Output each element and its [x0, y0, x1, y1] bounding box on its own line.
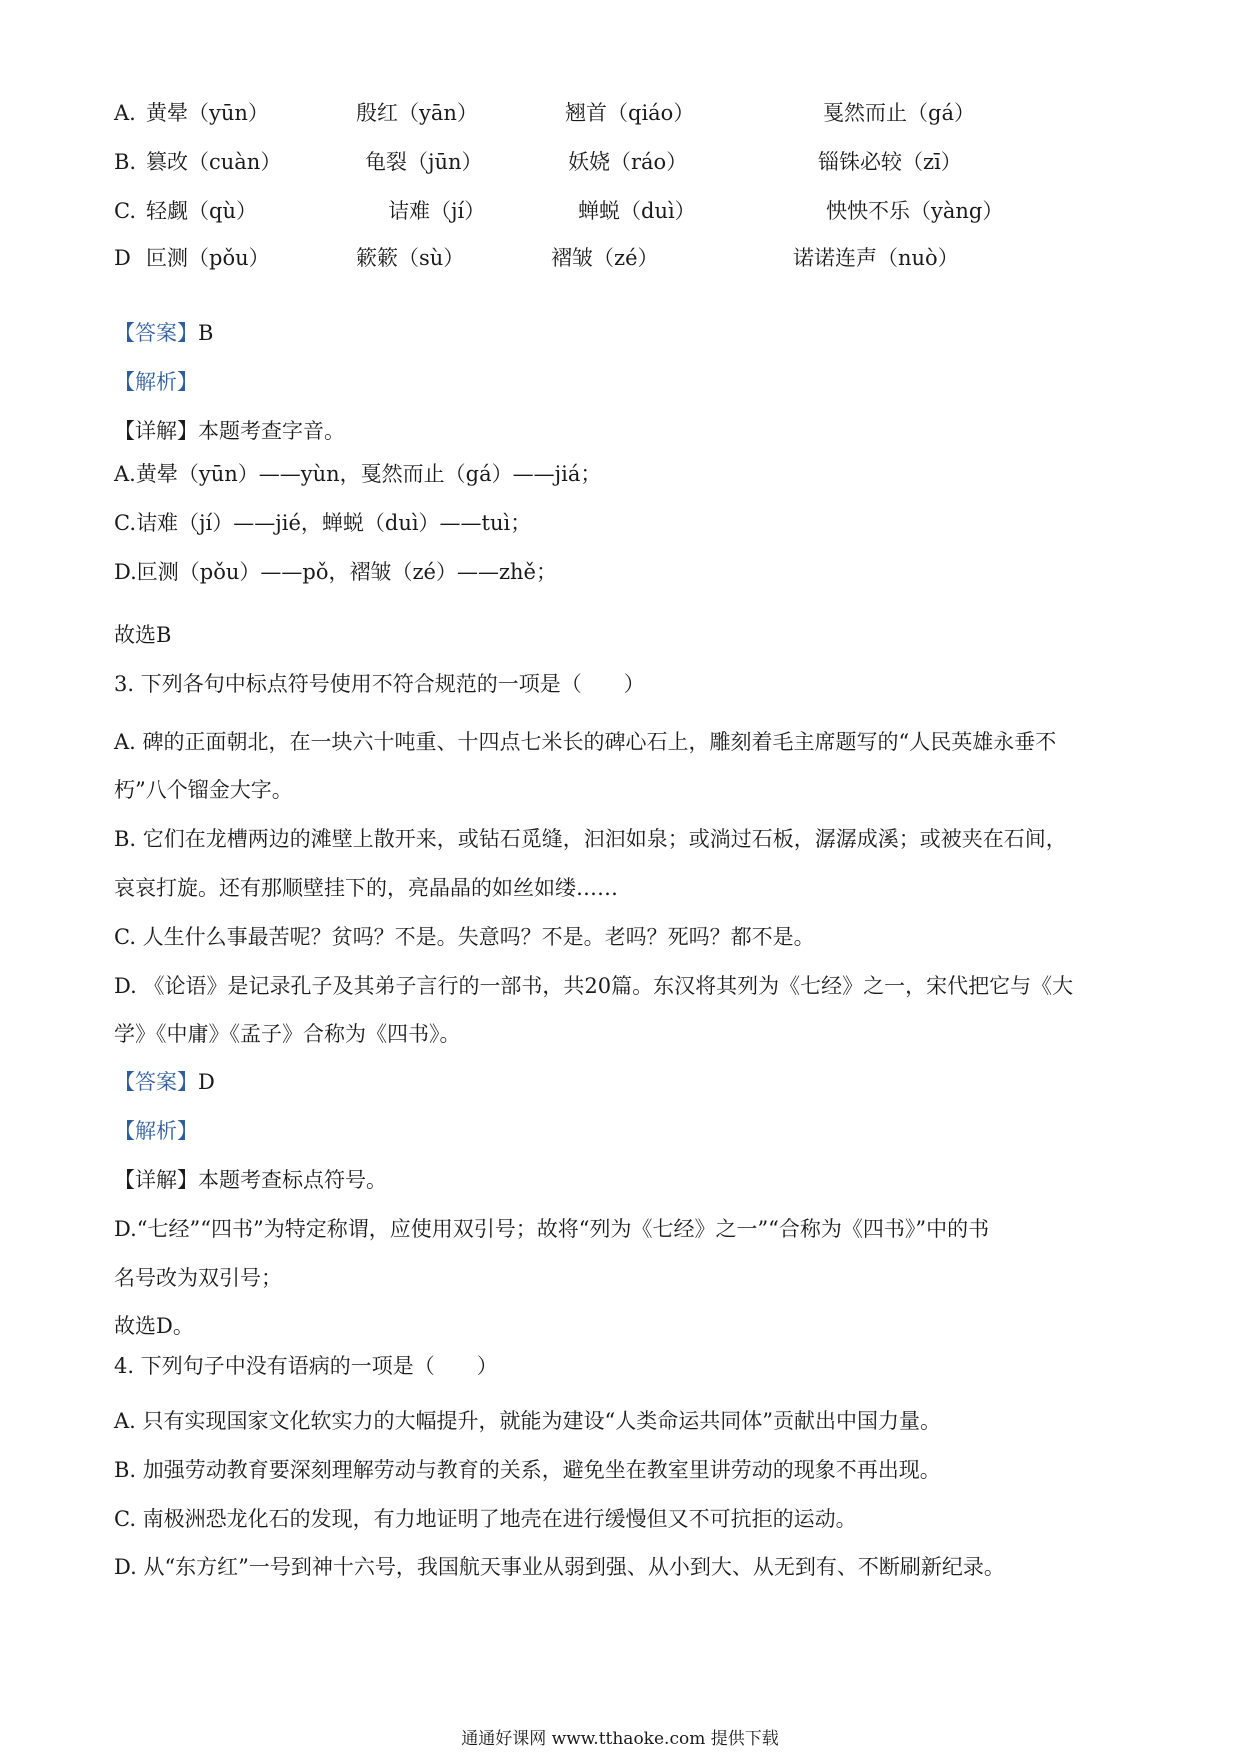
answer-value: D: [198, 1070, 215, 1094]
q3-option-b-line1: B. 它们在龙槽两边的滩壁上散开来，或钻石觅缝，汩汩如泉；或淌过石板，潺潺成溪；或被夹在石间，: [114, 827, 1067, 851]
q2-row-b-item-4: 锱铢必较（zī）: [818, 150, 962, 174]
q2-row-d-item-2: 簌簌（sù）: [356, 246, 465, 270]
q2-choice: 故选B: [114, 623, 172, 647]
q2-row-d-item-1: 叵测（pǒu）: [146, 246, 270, 270]
q3-explain-line1: D.“七经”“四书”为特定称谓，应使用双引号；故将“列为《七经》之一”“合称为《四书》”中的书: [114, 1217, 990, 1241]
q2-row-d-item-3: 褶皱（zé）: [551, 246, 659, 270]
q3-detail: 【详解】本题考查标点符号。: [114, 1168, 387, 1192]
q3-analysis-tag: 【解析】: [114, 1119, 198, 1143]
q3-option-d-line1: D. 《论语》是记录孔子及其弟子言行的一部书，共20篇。东汉将其列为《七经》之一，宋代把它与《大: [114, 974, 1074, 998]
q2-row-d-item-4: 诺诺连声（nuò）: [793, 246, 959, 270]
q2-row-d-letter: D: [114, 246, 131, 270]
q4-option-c: C. 南极洲恐龙化石的发现，有力地证明了地壳在进行缓慢但又不可抗拒的运动。: [114, 1507, 857, 1531]
q2-row-c-letter: C.: [114, 199, 136, 223]
q4-question: 4. 下列句子中没有语病的一项是（ ）: [114, 1354, 498, 1378]
answer-tag: 【答案】: [114, 1070, 198, 1094]
q2-row-b-item-2: 龟裂（jūn）: [365, 150, 483, 174]
q2-row-a-item-2: 殷红（yān）: [356, 101, 478, 125]
q2-row-a-item-3: 翘首（qiáo）: [565, 101, 695, 125]
q4-option-d: D. 从“东方红”一号到神十六号，我国航天事业从弱到强、从小到大、从无到有、不断刷新纪录。: [114, 1555, 1005, 1579]
q3-explain-line2: 名号改为双引号；: [114, 1266, 282, 1290]
q3-option-a-line2: 朽”八个镏金大字。: [114, 778, 293, 802]
q3-choice: 故选D。: [114, 1314, 194, 1338]
answer-tag: 【答案】: [114, 321, 198, 345]
q2-row-b-letter: B.: [114, 150, 137, 174]
q2-row-c-item-4: 怏怏不乐（yàng）: [826, 199, 1004, 223]
q2-row-a-letter: A.: [114, 101, 136, 125]
q2-explain-a: A.黄晕（yūn）——yùn，戛然而止（gá）——jiá；: [114, 462, 602, 486]
q2-explain-d: D.叵测（pǒu）——pǒ，褶皱（zé）——zhě；: [114, 560, 557, 584]
q2-detail: 【详解】本题考查字音。: [114, 419, 345, 443]
q3-answer: [114, 1072, 215, 1093]
q2-row-b-item-3: 妖娆（ráo）: [568, 150, 688, 174]
q3-option-c: C. 人生什么事最苦呢？贫吗？不是。失意吗？不是。老吗？死吗？都不是。: [114, 925, 815, 949]
q2-row-c-item-2: 诘难（jí）: [388, 199, 486, 223]
q4-option-b: B. 加强劳动教育要深刻理解劳动与教育的关系，避免坐在教室里讲劳动的现象不再出现。: [114, 1458, 941, 1482]
q2-answer: [114, 323, 213, 344]
q3-option-a-line1: A. 碑的正面朝北，在一块六十吨重、十四点七米长的碑心石上，雕刻着毛主席题写的“人民英雄永垂不: [114, 730, 1057, 754]
answer-value: B: [198, 321, 214, 345]
q3-question: 3. 下列各句中标点符号使用不符合规范的一项是（ ）: [114, 672, 645, 696]
q2-row-b-item-1: 篡改（cuàn）: [146, 150, 282, 174]
q2-row-c-item-3: 蝉蜕（duì）: [578, 199, 696, 223]
q2-row-a-item-1: 黄晕（yūn）: [146, 101, 269, 125]
page-footer: 通通好课网 www.tthaoke.com 提供下载: [461, 1729, 779, 1749]
q3-option-b-line2: 哀哀打旋。还有那顺壁挂下的，亮晶晶的如丝如缕……: [114, 876, 618, 900]
q2-row-c-item-1: 轻觑（qù）: [146, 199, 257, 223]
q2-row-a-item-4: 戛然而止（gá）: [823, 101, 975, 125]
q3-option-d-line2: 学》《中庸》《孟子》合称为《四书》。: [114, 1022, 461, 1046]
q2-analysis-tag: 【解析】: [114, 370, 198, 394]
q2-explain-c: C.诘难（jí）——jié，蝉蜕（duì）——tuì；: [114, 511, 532, 535]
q4-option-a: A. 只有实现国家文化软实力的大幅提升，就能为建设“人类命运共同体”贡献出中国力量。: [114, 1409, 941, 1433]
